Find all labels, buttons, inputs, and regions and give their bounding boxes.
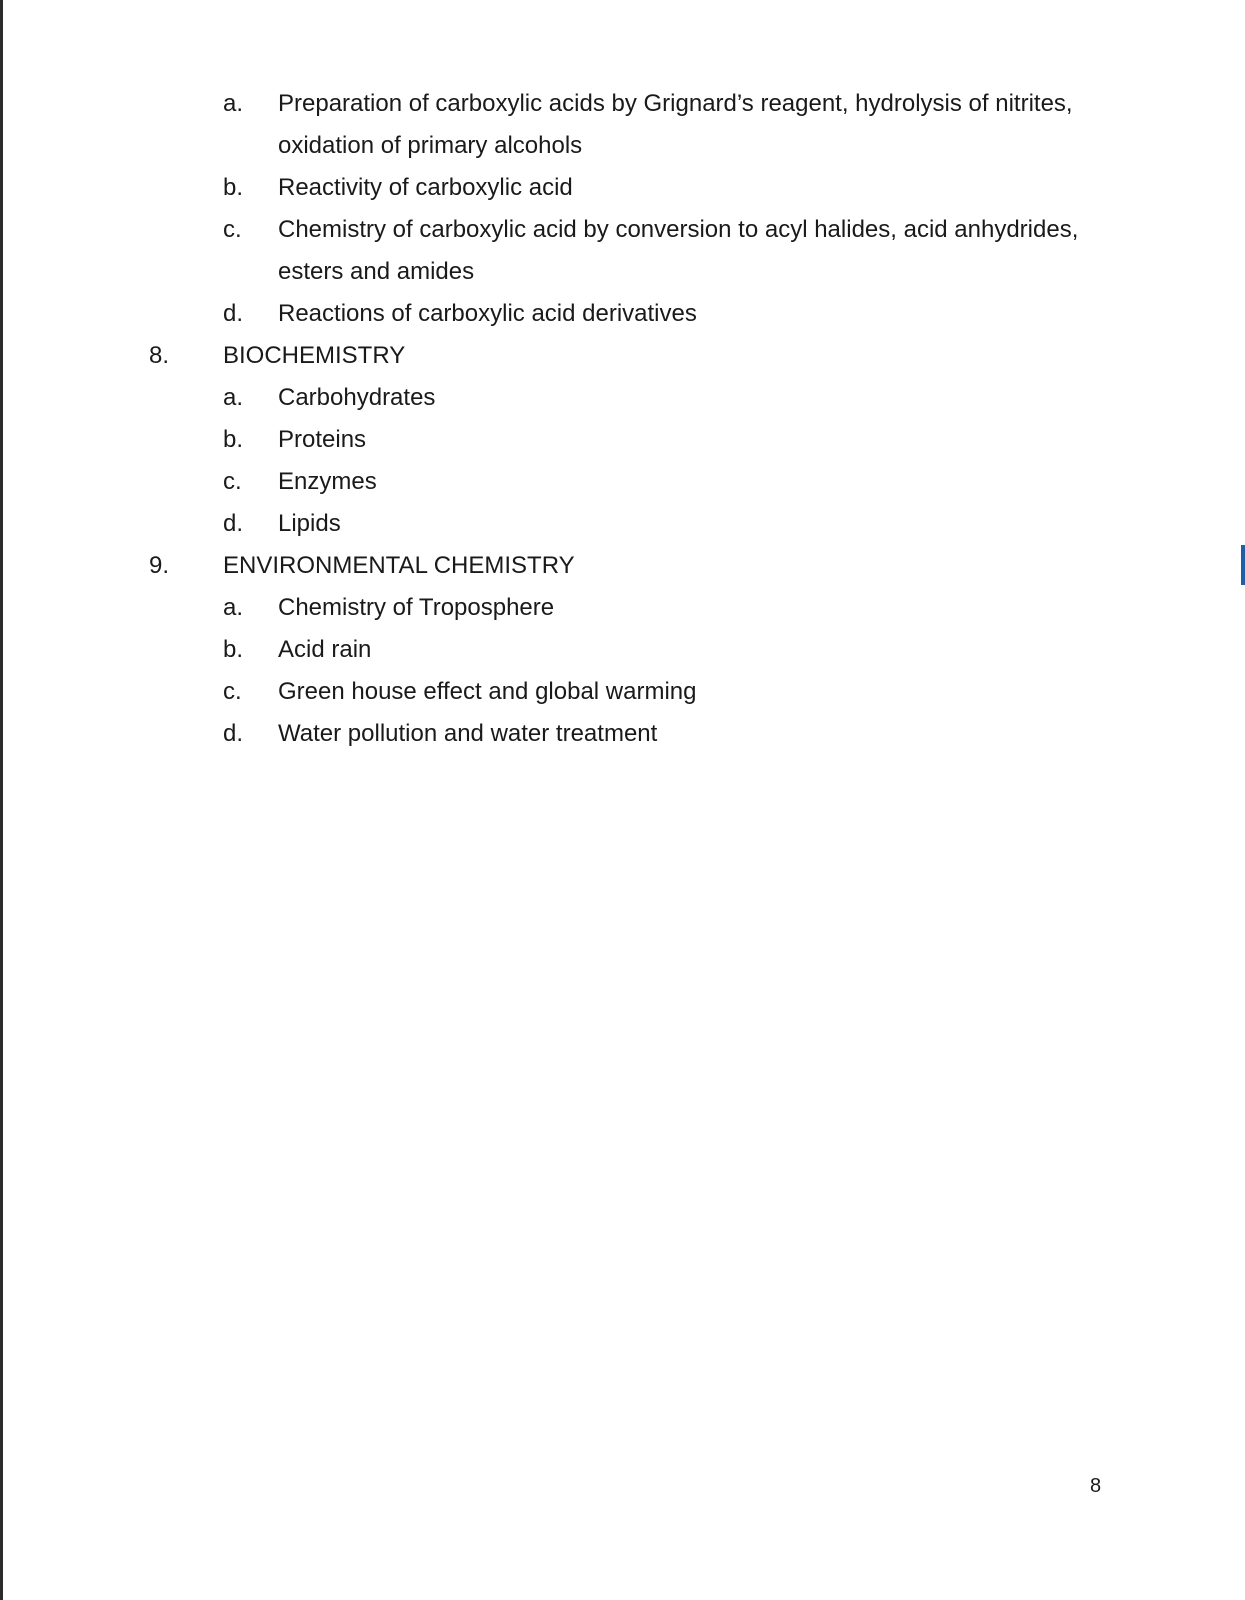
item-letter: c. [223,468,242,495]
list-item [0,209,1245,251]
list-item-continuation [0,125,1245,167]
list-item-continuation [0,251,1245,293]
item-text: Chemistry of Troposphere [278,594,555,621]
section-heading [0,545,1245,587]
section-title: ENVIRONMENTAL CHEMISTRY [223,552,575,579]
item-text: oxidation of primary alcohols [278,132,583,159]
item-letter: b. [223,426,244,453]
item-letter: c. [223,216,242,243]
list-item [0,167,1245,209]
item-letter: a. [223,90,244,117]
item-letter: d. [223,720,244,747]
list-item [0,629,1245,671]
item-text: Preparation of carboxylic acids by Grignard’s reagent, hydrolysis of nitrites, [278,90,1073,117]
section-number: 8. [149,342,170,369]
list-item [0,377,1245,419]
list-item [0,83,1245,125]
list-item [0,419,1245,461]
list-item [0,713,1245,755]
item-text: Reactivity of carboxylic acid [278,174,573,201]
item-text: esters and amides [278,258,475,285]
item-text: Proteins [278,426,367,453]
item-letter: b. [223,636,244,663]
item-text: Reactions of carboxylic acid derivatives [278,300,697,327]
list-item [0,461,1245,503]
item-text: Carbohydrates [278,384,436,411]
item-letter: a. [223,384,244,411]
item-text: Lipids [278,510,341,537]
list-item [0,293,1245,335]
item-letter: b. [223,174,244,201]
item-letter: d. [223,510,244,537]
item-text: Enzymes [278,468,377,495]
list-item [0,671,1245,713]
section-title: BIOCHEMISTRY [223,342,406,369]
item-text: Chemistry of carboxylic acid by conversion to acyl halides, acid anhydrides, [278,216,1079,243]
section-number: 9. [149,552,170,579]
page-content [0,83,1245,755]
list-item [0,587,1245,629]
item-text: Green house effect and global warming [278,678,697,705]
page-number: 8 [1090,1475,1102,1497]
item-letter: d. [223,300,244,327]
item-text: Acid rain [278,636,372,663]
section-heading [0,335,1245,377]
list-item [0,503,1245,545]
item-letter: c. [223,678,242,705]
item-letter: a. [223,594,244,621]
item-text: Water pollution and water treatment [278,720,658,747]
